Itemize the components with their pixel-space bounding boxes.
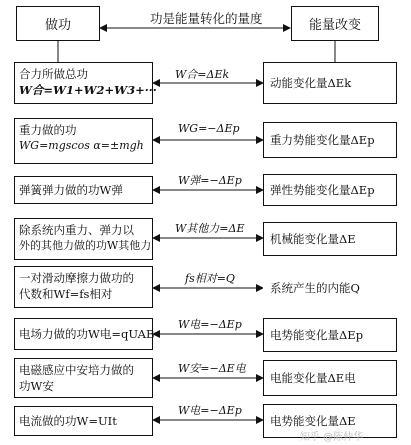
right-box-3 [263,174,397,206]
header-center-label: 功是能量转化的量度 [150,11,263,26]
relation-5: fs相对=Q [185,272,235,285]
header-left-label: 做功 [44,18,71,33]
right-box-4 [263,222,397,256]
left-box-8 [14,406,153,436]
relation-7: W安=−ΔE电 [178,362,246,375]
right-box-7 [263,360,397,396]
left-text-2b: WG=mgscos α=±mgh [19,139,144,152]
right-box-6 [263,318,397,352]
relation-6: W电=−ΔEp [178,318,242,331]
right-text-3: 弹性势能变化量ΔEp [270,183,375,197]
left-text-4b: 外的其他力做的功W其他力 [19,239,152,252]
right-text-4: 机械能变化量ΔE [270,232,356,246]
right-text-8: 电势能变化量ΔE [270,414,356,428]
left-box-1 [14,62,157,104]
relation-8: W电=−ΔEp [178,404,242,417]
left-text-2a: 重力做的功 [19,123,77,137]
right-text-1: 动能变化量ΔEk [270,76,352,90]
right-box-2 [263,122,397,158]
left-box-2 [14,118,153,164]
left-box-4 [14,218,153,260]
watermark: 知乎 @陈仲华 [300,432,364,443]
relation-4: W其他力=ΔE [175,222,245,235]
right-text-7: 电能变化量ΔE电 [270,371,356,385]
left-text-1a: 合力所做总功 [19,67,88,81]
left-box-6 [14,318,153,350]
left-text-3a: 弹簧弹力做的功W弹 [19,183,123,197]
relation-3: W弹=−ΔEp [178,174,242,187]
right-box-1 [263,62,397,104]
left-text-4a: 除系统内重力、弹力以 [19,223,134,237]
left-box-3 [14,176,153,204]
header-left-box [16,6,100,41]
right-text-2: 重力势能变化量ΔEp [270,133,375,147]
header-right-label: 能量改变 [308,18,361,33]
left-text-8a: 电流做的功W=UIt [19,414,117,428]
right-box-5 [263,270,397,306]
left-box-5 [14,266,153,308]
relation-1: W合=ΔEk [175,68,230,81]
left-text-6a: 电场力做的功W电=qUAB [19,327,155,341]
left-text-7a: 电磁感应中安培力做的 [19,363,134,377]
right-text-6: 电势能变化量ΔEp [270,328,364,342]
left-text-7b: 功W安 [19,379,54,393]
relation-2: WG=−ΔEp [178,122,240,135]
left-text-1b: W合=W1+W2+W3+··· [19,83,157,97]
left-text-5b: 代数和Wf=fs相对 [19,287,113,301]
left-box-7 [14,358,153,398]
left-text-5a: 一对滑动摩擦力做功的 [19,271,134,285]
right-text-5: 系统产生的内能Q [270,281,360,295]
header-right-box [291,6,379,41]
